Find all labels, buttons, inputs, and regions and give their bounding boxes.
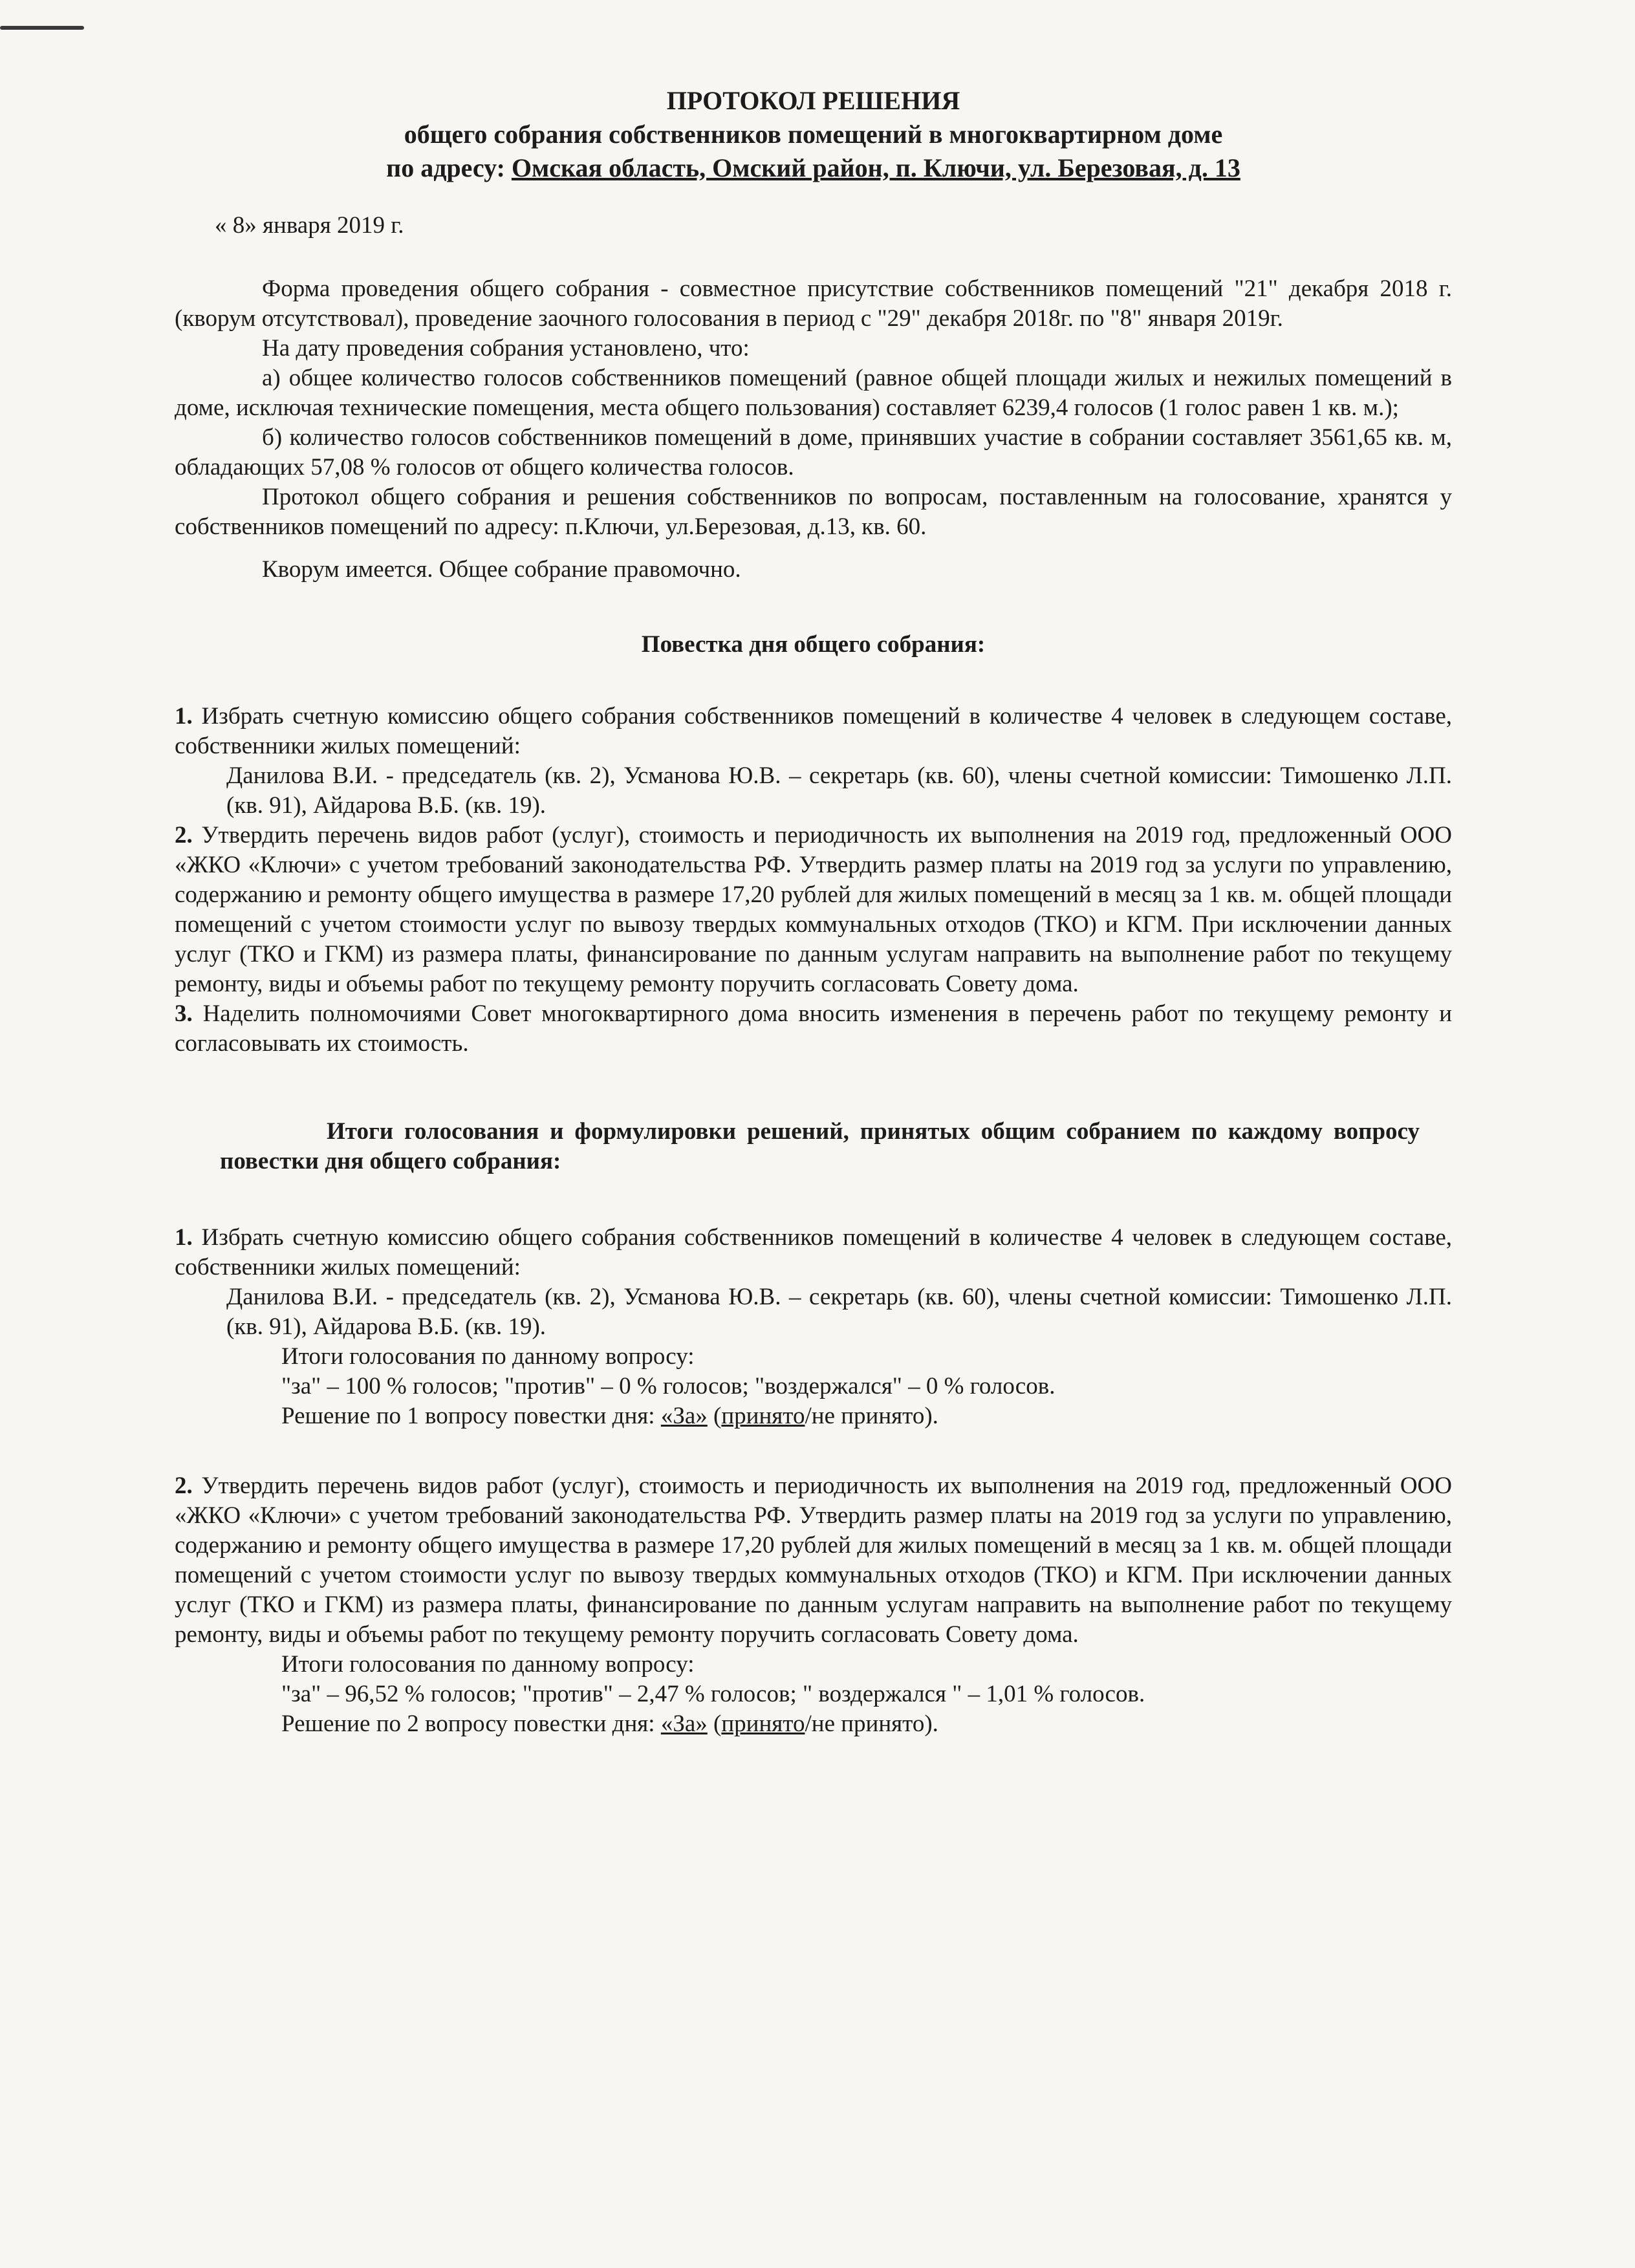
document-header (175, 84, 1452, 185)
votes-result: "за" – 100 % голосов; "против" – 0 % голосов; "воздержался" – 0 % голосов. (281, 1373, 1056, 1399)
agenda-list (175, 702, 1452, 1059)
decision-prefix: Решение по 2 вопросу повестки дня: (281, 1711, 655, 1737)
agenda-item-text: Утвердить перечень видов работ (услуг), стоимость и периодичность их выполнения на 2019 год, предложенный ООО «ЖКО «Ключи» с учетом требований законодательства РФ. Утвердить размер платы на 2019 год за услуги по управлению, содержанию и ремонту общего имущества в размере 17,20 рублей для жилых помещений в месяц за 1 кв. м. общей площади помещений с учетом стоимости услуг по вывозу твердых коммунальных отходов (ТКО) и КГМ. При исключении данных услуг (ТКО и ГКМ) из размера платы, финансирование по данным услугам направить на выполнение работ по текущему ремонту, виды и объемы работ по текущему ремонту поручить согласовать Совету дома. (175, 822, 1452, 997)
protocol-document (175, 84, 1452, 1739)
meeting-form-paragraph: Форма проведения общего собрания - совместное присутствие собственников помещений "21" декабря 2018 г. (кворум отсутствовал), проведение заочного голосования в период с "29" декабря 2018г. по "8" января 2019г. (175, 275, 1452, 332)
point-b-paragraph: б) количество голосов собственников помещений в доме, принявших участие в собрании составляет 3561,65 кв. м, обладающих 57,08 % голосов от общего количества голосов. (175, 424, 1452, 481)
agenda-item-number: 2. (175, 822, 193, 848)
agenda-item-text: Наделить полномочиями Совет многоквартирного дома вносить изменения в перечень работ по текущему ремонту и согласовывать их стоимость. (175, 1000, 1452, 1057)
agenda-item-number: 3. (175, 1000, 193, 1027)
address-value: Омская область, Омский район, п. Ключи, ул. Березовая, д. 13 (511, 153, 1240, 182)
results-heading: Итоги голосования и формулировки решений, принятых общим собранием по каждому вопросу повестки дня общего собрания: (220, 1118, 1420, 1174)
decision-value: «За» (660, 1403, 708, 1429)
votes-result: "за" – 96,52 % голосов; "против" – 2,47 % голосов; " воздержался " – 1,01 % голосов. (281, 1681, 1145, 1707)
agenda-item (175, 999, 1452, 1059)
results-list (175, 1223, 1452, 1739)
established-paragraph: На дату проведения собрания установлено, что: (262, 335, 750, 362)
votes-label: Итоги голосования по данному вопросу: (281, 1651, 695, 1678)
decision-accepted: принято (721, 1403, 805, 1429)
document-date: « 8» января 2019 г. (215, 212, 404, 239)
intro-section (175, 274, 1452, 585)
address-prefix: по адресу: (386, 153, 505, 182)
agenda-item-text: Избрать счетную комиссию общего собрания собственников помещений в количестве 4 человек в следующем составе, собственники жилых помещений: (175, 703, 1453, 759)
storage-paragraph: Протокол общего собрания и решения собственников по вопросам, поставленным на голосование, хранятся у собственников помещений по адресу: п.Ключи, ул.Березовая, д.13, кв. 60. (175, 484, 1452, 540)
document-title: ПРОТОКОЛ РЕШЕНИЯ (666, 86, 960, 115)
decision-line: Решение по 2 вопросу повестки дня: «За» (принято/не принято). (281, 1711, 938, 1737)
decision-value: «За» (660, 1711, 708, 1737)
point-a-paragraph: а) общее количество голосов собственников помещений (равное общей площади жилых и нежилых помещений в доме, исключая технические помещения, места общего пользования) составляет 6239,4 голосов (1 голос равен 1 кв. м.); (175, 365, 1452, 421)
agenda-commission-list: Данилова В.И. - председатель (кв. 2), Усманова Ю.В. – секретарь (кв. 60), члены счетной комиссии: Тимошенко Л.П. (кв. 91), Айдарова В.Б. (кв. 19). (226, 762, 1452, 819)
scan-artifact (0, 26, 84, 30)
document-subtitle: общего собрания собственников помещений в многоквартирном доме (404, 120, 1223, 149)
result-item-number: 1. (175, 1224, 193, 1251)
result-item-text: Утвердить перечень видов работ (услуг), стоимость и периодичность их выполнения на 2019 год, предложенный ООО «ЖКО «Ключи» с учетом требований законодательства РФ. Утвердить размер платы на 2019 год за услуги по управлению, содержанию и ремонту общего имущества в размере 17,20 рублей для жилых помещений в месяц за 1 кв. м. общей площади помещений с учетом стоимости услуг по вывозу твердых коммунальных отходов (ТКО) и КГМ. При исключении данных услуг (ТКО и ГКМ) из размера платы, финансирование по данным услугам направить на выполнение работ по текущему ремонту, виды и объемы работ по текущему ремонту поручить согласовать Совету дома. (175, 1473, 1452, 1648)
result-item-text: Избрать счетную комиссию общего собрания собственников помещений в количестве 4 человек в следующем составе, собственники жилых помещений: (175, 1224, 1453, 1280)
agenda-item (175, 821, 1452, 999)
decision-prefix: Решение по 1 вопросу повестки дня: (281, 1403, 655, 1429)
result-item-number: 2. (175, 1473, 193, 1499)
agenda-item-number: 1. (175, 703, 193, 729)
quorum-paragraph: Кворум имеется. Общее собрание правомочно. (262, 556, 741, 583)
votes-label: Итоги голосования по данному вопросу: (281, 1343, 695, 1370)
result-item (175, 1471, 1452, 1739)
decision-accepted: принято (721, 1711, 805, 1737)
result-commission-list: Данилова В.И. - председатель (кв. 2), Усманова Ю.В. – секретарь (кв. 60), члены счетной комиссии: Тимошенко Л.П. (кв. 91), Айдарова В.Б. (кв. 19). (226, 1284, 1452, 1340)
decision-suffix: /не принято). (805, 1711, 938, 1737)
decision-suffix: /не принято). (805, 1403, 938, 1429)
agenda-heading: Повестка дня общего собрания: (641, 631, 986, 658)
decision-line: Решение по 1 вопросу повестки дня: «За» (принято/не принято). (281, 1403, 938, 1429)
agenda-item (175, 702, 1452, 821)
result-item (175, 1223, 1452, 1431)
document-address (175, 151, 1452, 185)
